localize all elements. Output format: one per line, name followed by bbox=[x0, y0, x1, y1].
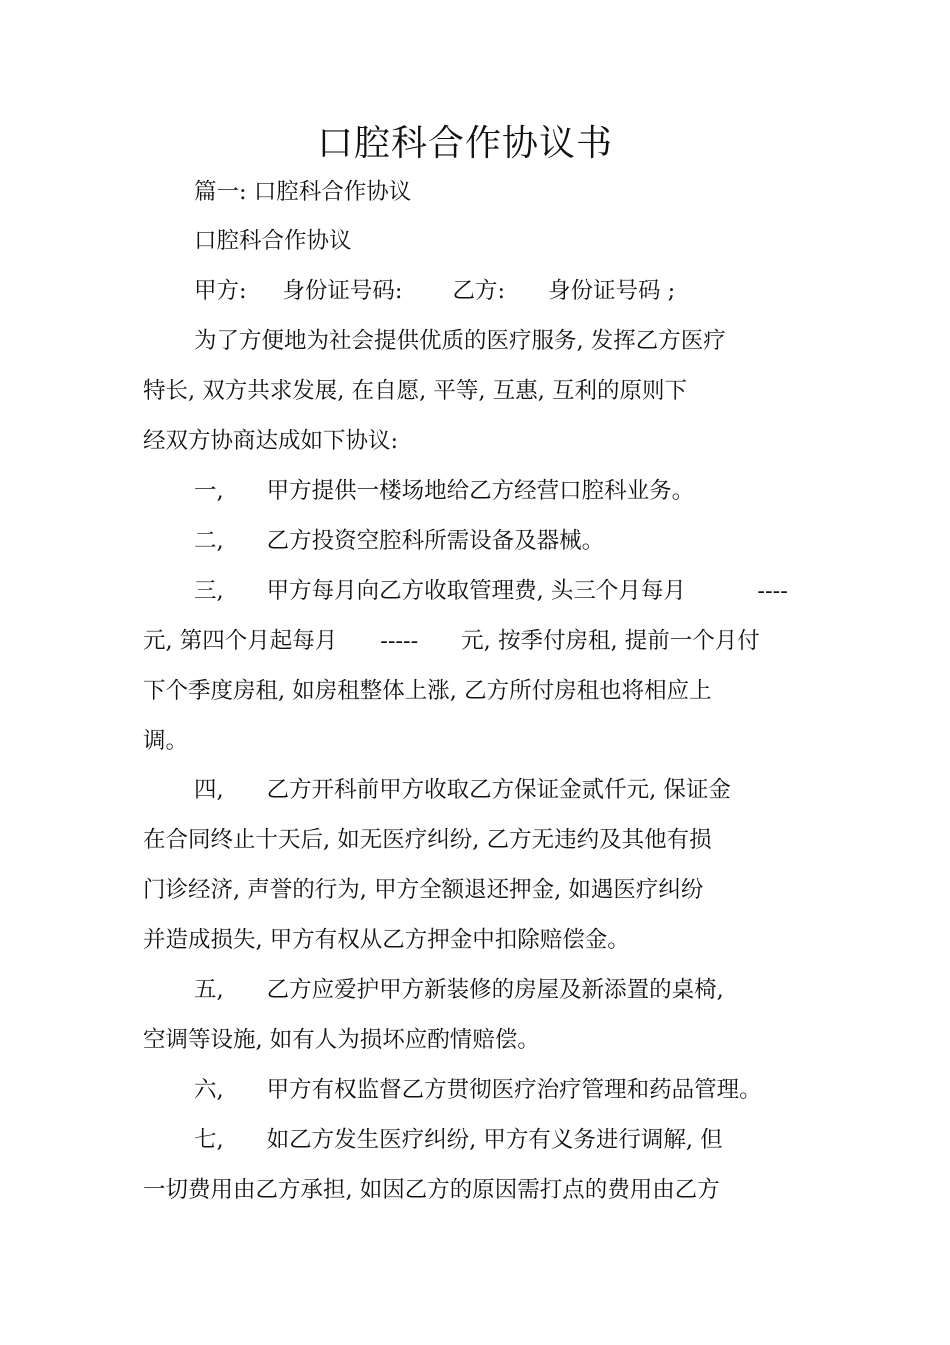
clause-7-line-1: 七, 如乙方发生医疗纠纷, 甲方有义务进行调解, 但 bbox=[194, 1127, 723, 1153]
parties-line: 甲方: 身份证号码: 乙方: 身份证号码 ; bbox=[194, 278, 676, 304]
clause-5-line-1: 五, 乙方应爱护甲方新装修的房屋及新添置的桌椅, bbox=[194, 977, 724, 1003]
preamble-line-1: 为了方便地为社会提供优质的医疗服务, 发挥乙方医疗 bbox=[194, 328, 726, 354]
clause-4-line-4: 并造成损失, 甲方有权从乙方押金中扣除赔偿金。 bbox=[143, 927, 630, 953]
section-heading: 篇一: 口腔科合作协议 bbox=[194, 179, 412, 205]
clause-4-line-3: 门诊经济, 声誉的行为, 甲方全额退还押金, 如遇医疗纠纷 bbox=[143, 877, 704, 903]
clause-1: 一, 甲方提供一楼场地给乙方经营口腔科业务。 bbox=[194, 478, 695, 504]
clause-6: 六, 甲方有权监督乙方贯彻医疗治疗管理和药品管理。 bbox=[194, 1077, 762, 1103]
clause-7-line-2: 一切费用由乙方承担, 如因乙方的原因需打点的费用由乙方 bbox=[143, 1177, 720, 1203]
clause-3-line-3: 下个季度房租, 如房租整体上涨, 乙方所付房租也将相应上 bbox=[143, 678, 712, 704]
agreement-subtitle: 口腔科合作协议 bbox=[194, 228, 352, 254]
document-title: 口腔科合作协议书 bbox=[316, 123, 613, 164]
clause-2: 二, 乙方投资空腔科所需设备及器械。 bbox=[194, 528, 605, 554]
clause-3-line-1: 三, 甲方每月向乙方收取管理费, 头三个月每月 ---- bbox=[194, 578, 788, 604]
clause-4-line-2: 在合同终止十天后, 如无医疗纠纷, 乙方无违约及其他有损 bbox=[143, 827, 712, 853]
clause-3-line-2: 元, 第四个月起每月 ----- 元, 按季付房租, 提前一个月付 bbox=[143, 628, 760, 654]
preamble-line-2: 特长, 双方共求发展, 在自愿, 平等, 互惠, 互利的原则下 bbox=[143, 378, 688, 404]
clause-3-line-4: 调。 bbox=[143, 728, 189, 754]
preamble-line-3: 经双方协商达成如下协议: bbox=[143, 428, 399, 454]
clause-5-line-2: 空调等设施, 如有人为损坏应酌情赔偿。 bbox=[143, 1027, 540, 1053]
clause-4-line-1: 四, 乙方开科前甲方收取乙方保证金贰仟元, 保证金 bbox=[194, 777, 731, 803]
